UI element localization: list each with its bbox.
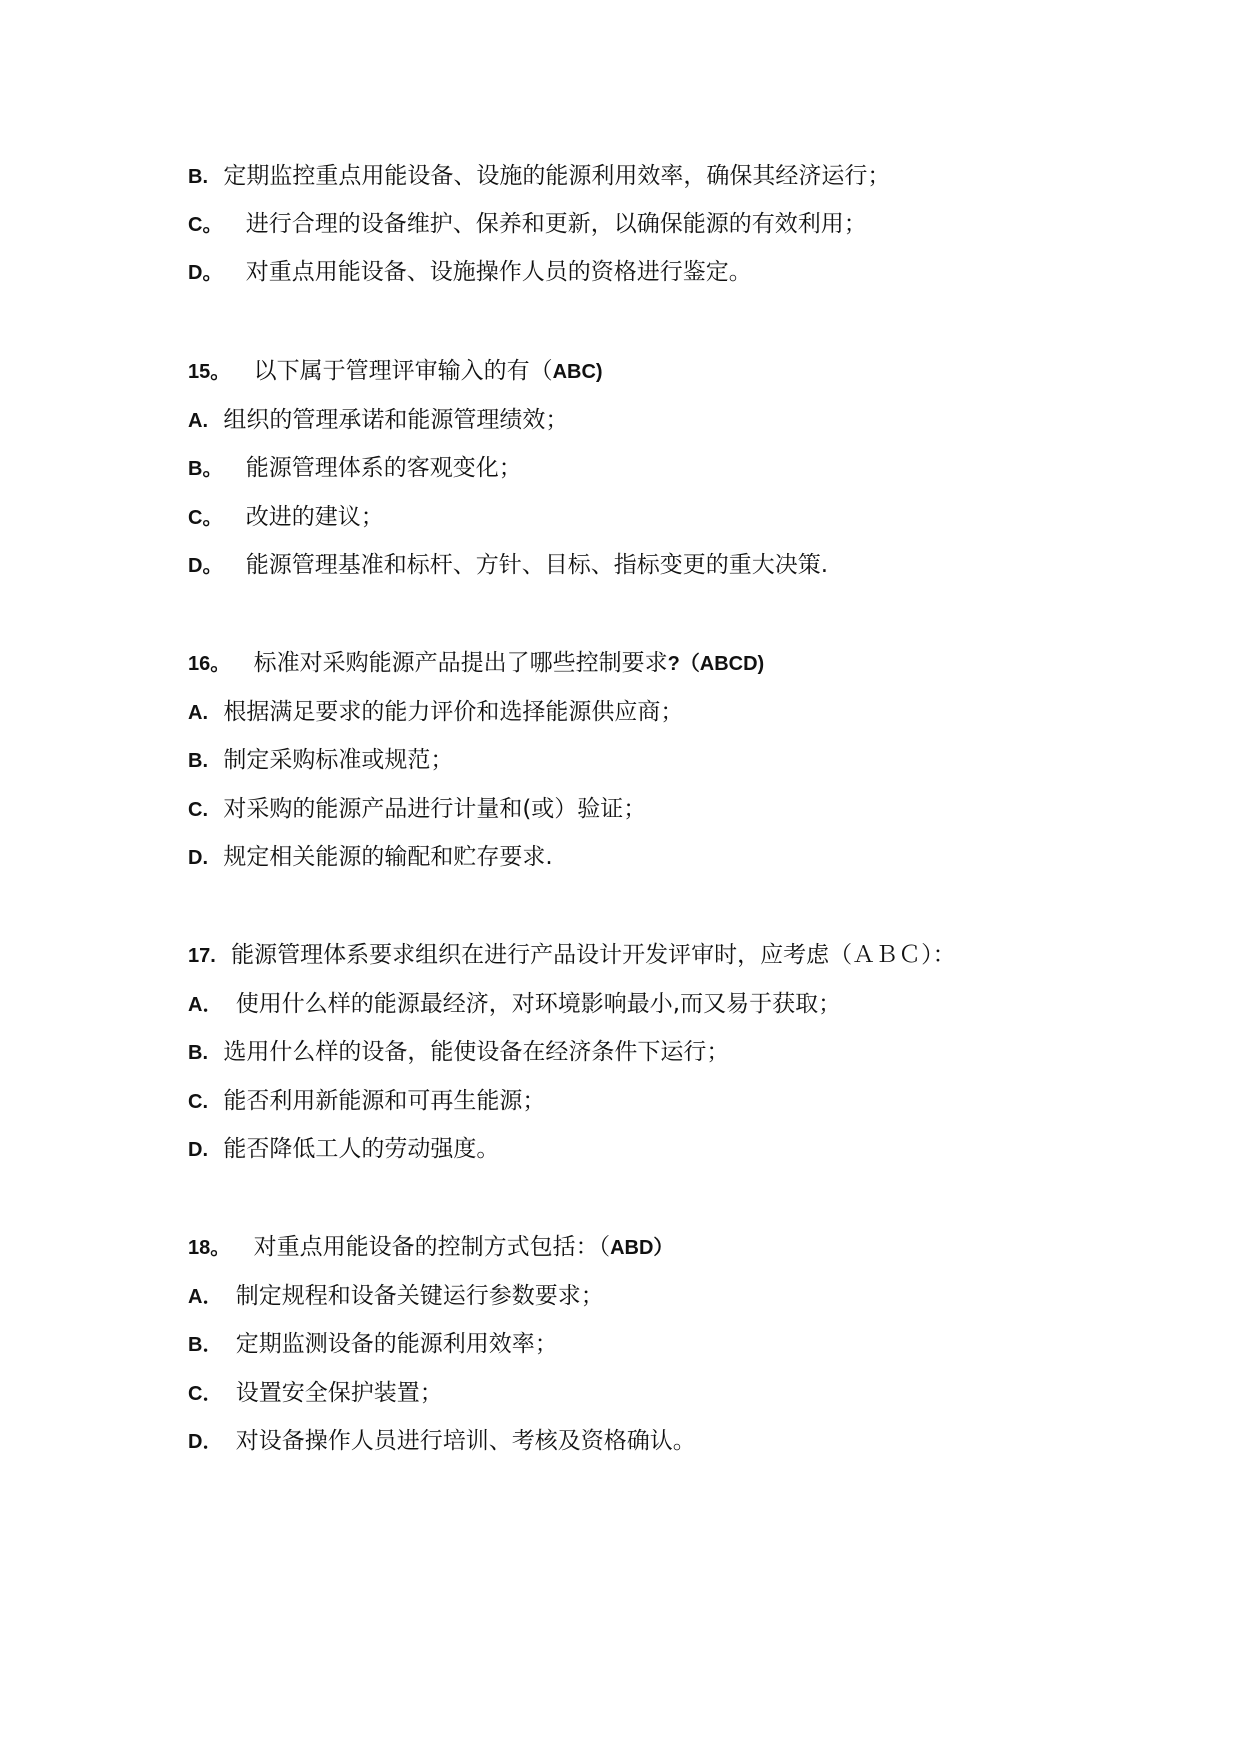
option-label: D。 — [188, 555, 223, 577]
option-label: C. — [188, 1091, 208, 1113]
option-label: B. — [188, 1042, 208, 1064]
option-text: 能源管理体系的客观变化； — [245, 455, 522, 481]
question-answer: ABD） — [610, 1237, 674, 1259]
option-label: B. — [188, 166, 208, 188]
option-label: C。 — [188, 214, 223, 236]
option-label: D． — [188, 1431, 223, 1453]
option-text: 进行合理的设备维护、保养和更新，以确保能源的有效利用； — [245, 211, 867, 237]
q16-option-c — [188, 794, 646, 824]
option-text: 能源管理基准和标杆、方针、目标、指标变更的重大决策. — [245, 552, 829, 578]
question-number: 16。 — [188, 653, 231, 675]
q15-option-d — [188, 550, 828, 580]
q18-option-c — [188, 1378, 443, 1408]
q16-option-d — [188, 842, 553, 872]
question-answer: ?（ABCD) — [667, 653, 765, 675]
q16-option-a — [188, 697, 683, 727]
option-text: 改进的建议； — [245, 504, 384, 530]
q17-option-c — [188, 1086, 545, 1116]
option-text: 根据满足要求的能力评价和选择能源供应商； — [223, 699, 684, 725]
option-label: D. — [188, 1139, 208, 1161]
q14-option-b — [188, 161, 890, 191]
option-label: D。 — [188, 262, 223, 284]
q16-option-b — [188, 745, 453, 775]
question-text: 标准对采购能源产品提出了哪些控制要求 — [253, 650, 668, 676]
option-text: 组织的管理承诺和能源管理绩效； — [223, 407, 569, 433]
option-text: 定期监控重点用能设备、设施的能源利用效率，确保其经济运行； — [223, 163, 891, 189]
option-label: C． — [188, 1383, 223, 1405]
question-number: 18。 — [188, 1237, 231, 1259]
question-text: 对重点用能设备的控制方式包括：（ — [253, 1234, 611, 1260]
q17-option-a — [188, 989, 841, 1019]
q17-option-b — [188, 1037, 729, 1067]
question-text: 以下属于管理评审输入的有（ — [253, 358, 553, 384]
option-text: 对重点用能设备、设施操作人员的资格进行鉴定。 — [245, 259, 752, 285]
q15-option-a — [188, 405, 568, 435]
q17-stem — [188, 940, 956, 970]
option-text: 选用什么样的设备，能使设备在经济条件下运行； — [223, 1039, 730, 1065]
option-label: D. — [188, 847, 208, 869]
option-label: A. — [188, 410, 208, 432]
q17-option-d — [188, 1134, 499, 1164]
option-text: 使用什么样的能源最经济，对环境影响最小,而又易于获取； — [235, 991, 842, 1017]
q18-option-d — [188, 1426, 696, 1456]
option-text: 能否利用新能源和可再生能源； — [223, 1088, 546, 1114]
q14-option-c — [188, 209, 867, 239]
question-answer: ABC) — [552, 361, 603, 383]
option-text: 对采购的能源产品进行计量和(或）验证； — [223, 796, 647, 822]
q16-stem — [188, 648, 764, 678]
question-number: 15。 — [188, 361, 231, 383]
option-text: 制定规程和设备关键运行参数要求； — [235, 1283, 604, 1309]
option-label: A． — [188, 994, 223, 1016]
q18-option-b — [188, 1329, 558, 1359]
option-text: 定期监测设备的能源利用效率； — [235, 1331, 558, 1357]
q14-option-d — [188, 257, 752, 287]
q15-option-b — [188, 453, 522, 483]
option-text: 设置安全保护装置； — [235, 1380, 443, 1406]
q15-stem — [188, 356, 603, 386]
question-text: 能源管理体系要求组织在进行产品设计开发评审时，应考虑（ＡＢＣ）： — [231, 942, 956, 968]
option-label: B. — [188, 750, 208, 772]
option-label: B。 — [188, 458, 223, 480]
option-text: 制定采购标准或规范； — [223, 747, 454, 773]
option-label: A. — [188, 702, 208, 724]
q18-option-a — [188, 1281, 604, 1311]
option-label: A． — [188, 1286, 223, 1308]
option-label: C. — [188, 799, 208, 821]
q15-option-c — [188, 502, 384, 532]
question-number: 17. — [188, 945, 216, 967]
option-text: 对设备操作人员进行培训、考核及资格确认。 — [235, 1428, 696, 1454]
option-text: 能否降低工人的劳动强度。 — [223, 1136, 500, 1162]
q18-stem — [188, 1232, 673, 1262]
option-label: C。 — [188, 507, 223, 529]
option-text: 规定相关能源的输配和贮存要求. — [223, 844, 553, 870]
option-label: B． — [188, 1334, 223, 1356]
